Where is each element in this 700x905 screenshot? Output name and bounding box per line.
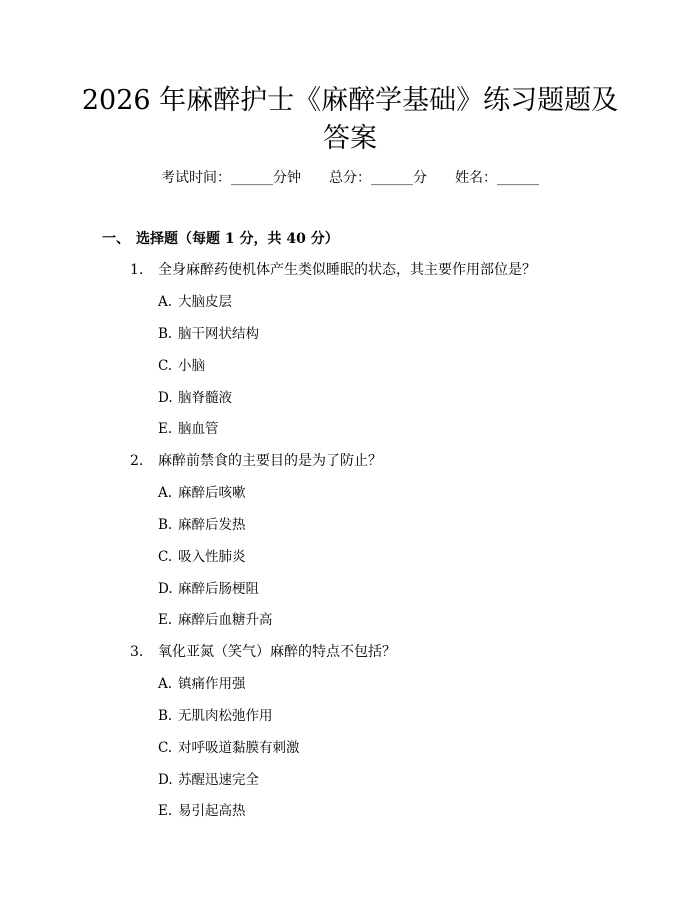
option-letter: C.	[158, 549, 173, 565]
total-score-field	[329, 170, 427, 186]
name-label: 姓名：	[455, 170, 497, 186]
option-item	[158, 419, 219, 439]
option-letter: D.	[158, 581, 173, 597]
section-number: 一、	[102, 231, 130, 247]
section-title: 选择题（每题 1 分，共 40 分）	[136, 231, 339, 247]
option-letter: A.	[158, 485, 173, 501]
option-item	[158, 738, 300, 758]
option-letter: D.	[158, 390, 173, 406]
option-item	[158, 579, 259, 599]
option-letter: E.	[158, 612, 173, 628]
option-text: 镇痛作用强	[178, 676, 246, 692]
option-letter: D.	[158, 772, 173, 788]
option-text: 麻醉后血糖升高	[178, 612, 273, 628]
option-text: 麻醉后肠梗阻	[178, 581, 259, 597]
question-number: 1.	[130, 262, 144, 278]
question-number: 2.	[130, 453, 144, 469]
exam-time-unit: 分钟	[273, 170, 301, 186]
option-item	[158, 770, 259, 790]
option-text: 易引起高热	[178, 803, 246, 819]
option-item	[158, 292, 232, 312]
option-item	[158, 706, 273, 726]
option-text: 脑脊髓液	[178, 390, 232, 406]
exam-time-label: 考试时间：	[161, 170, 231, 186]
option-letter: C.	[158, 358, 173, 374]
exam-time-field	[161, 170, 301, 186]
option-item	[158, 547, 246, 567]
option-item	[158, 610, 273, 630]
option-text: 无肌肉松弛作用	[178, 708, 273, 724]
option-item	[158, 356, 205, 376]
exam-info	[0, 168, 700, 188]
option-text: 大脑皮层	[178, 294, 232, 310]
option-text: 苏醒迅速完全	[178, 772, 259, 788]
option-letter: B.	[158, 326, 173, 342]
name-blank: ______	[497, 170, 539, 186]
total-score-unit: 分	[413, 170, 427, 186]
option-letter: E.	[158, 421, 173, 437]
option-letter: A.	[158, 676, 173, 692]
option-letter: E.	[158, 803, 173, 819]
name-field	[455, 170, 539, 186]
option-letter: B.	[158, 517, 173, 533]
option-letter: A.	[158, 294, 173, 310]
option-text: 麻醉后咳嗽	[178, 485, 246, 501]
document-title-line-2: 答案	[323, 123, 377, 154]
option-item	[158, 515, 246, 535]
question-text: 麻醉前禁食的主要目的是为了防止？	[158, 453, 382, 469]
option-item	[158, 324, 259, 344]
option-text: 对呼吸道黏膜有刺激	[178, 740, 300, 756]
option-text: 脑干网状结构	[178, 326, 259, 342]
option-item	[158, 801, 246, 821]
option-item	[158, 388, 232, 408]
option-text: 小脑	[178, 358, 205, 374]
option-item	[158, 483, 246, 503]
question-number: 3.	[130, 644, 144, 660]
option-item	[158, 674, 246, 694]
document-title-line-1: 2026 年麻醉护士《麻醉学基础》练习题题及	[81, 85, 619, 116]
question-text: 氧化亚氮（笑气）麻醉的特点不包括？	[158, 644, 396, 660]
section-heading	[102, 229, 339, 249]
question-text: 全身麻醉药使机体产生类似睡眠的状态，其主要作用部位是？	[158, 262, 536, 278]
option-letter: B.	[158, 708, 173, 724]
option-text: 麻醉后发热	[178, 517, 246, 533]
total-score-label: 总分：	[329, 170, 371, 186]
option-text: 脑血管	[178, 421, 219, 437]
option-letter: C.	[158, 740, 173, 756]
option-text: 吸入性肺炎	[178, 549, 246, 565]
total-score-blank: ______	[371, 170, 413, 186]
exam-time-blank: ______	[231, 170, 273, 186]
